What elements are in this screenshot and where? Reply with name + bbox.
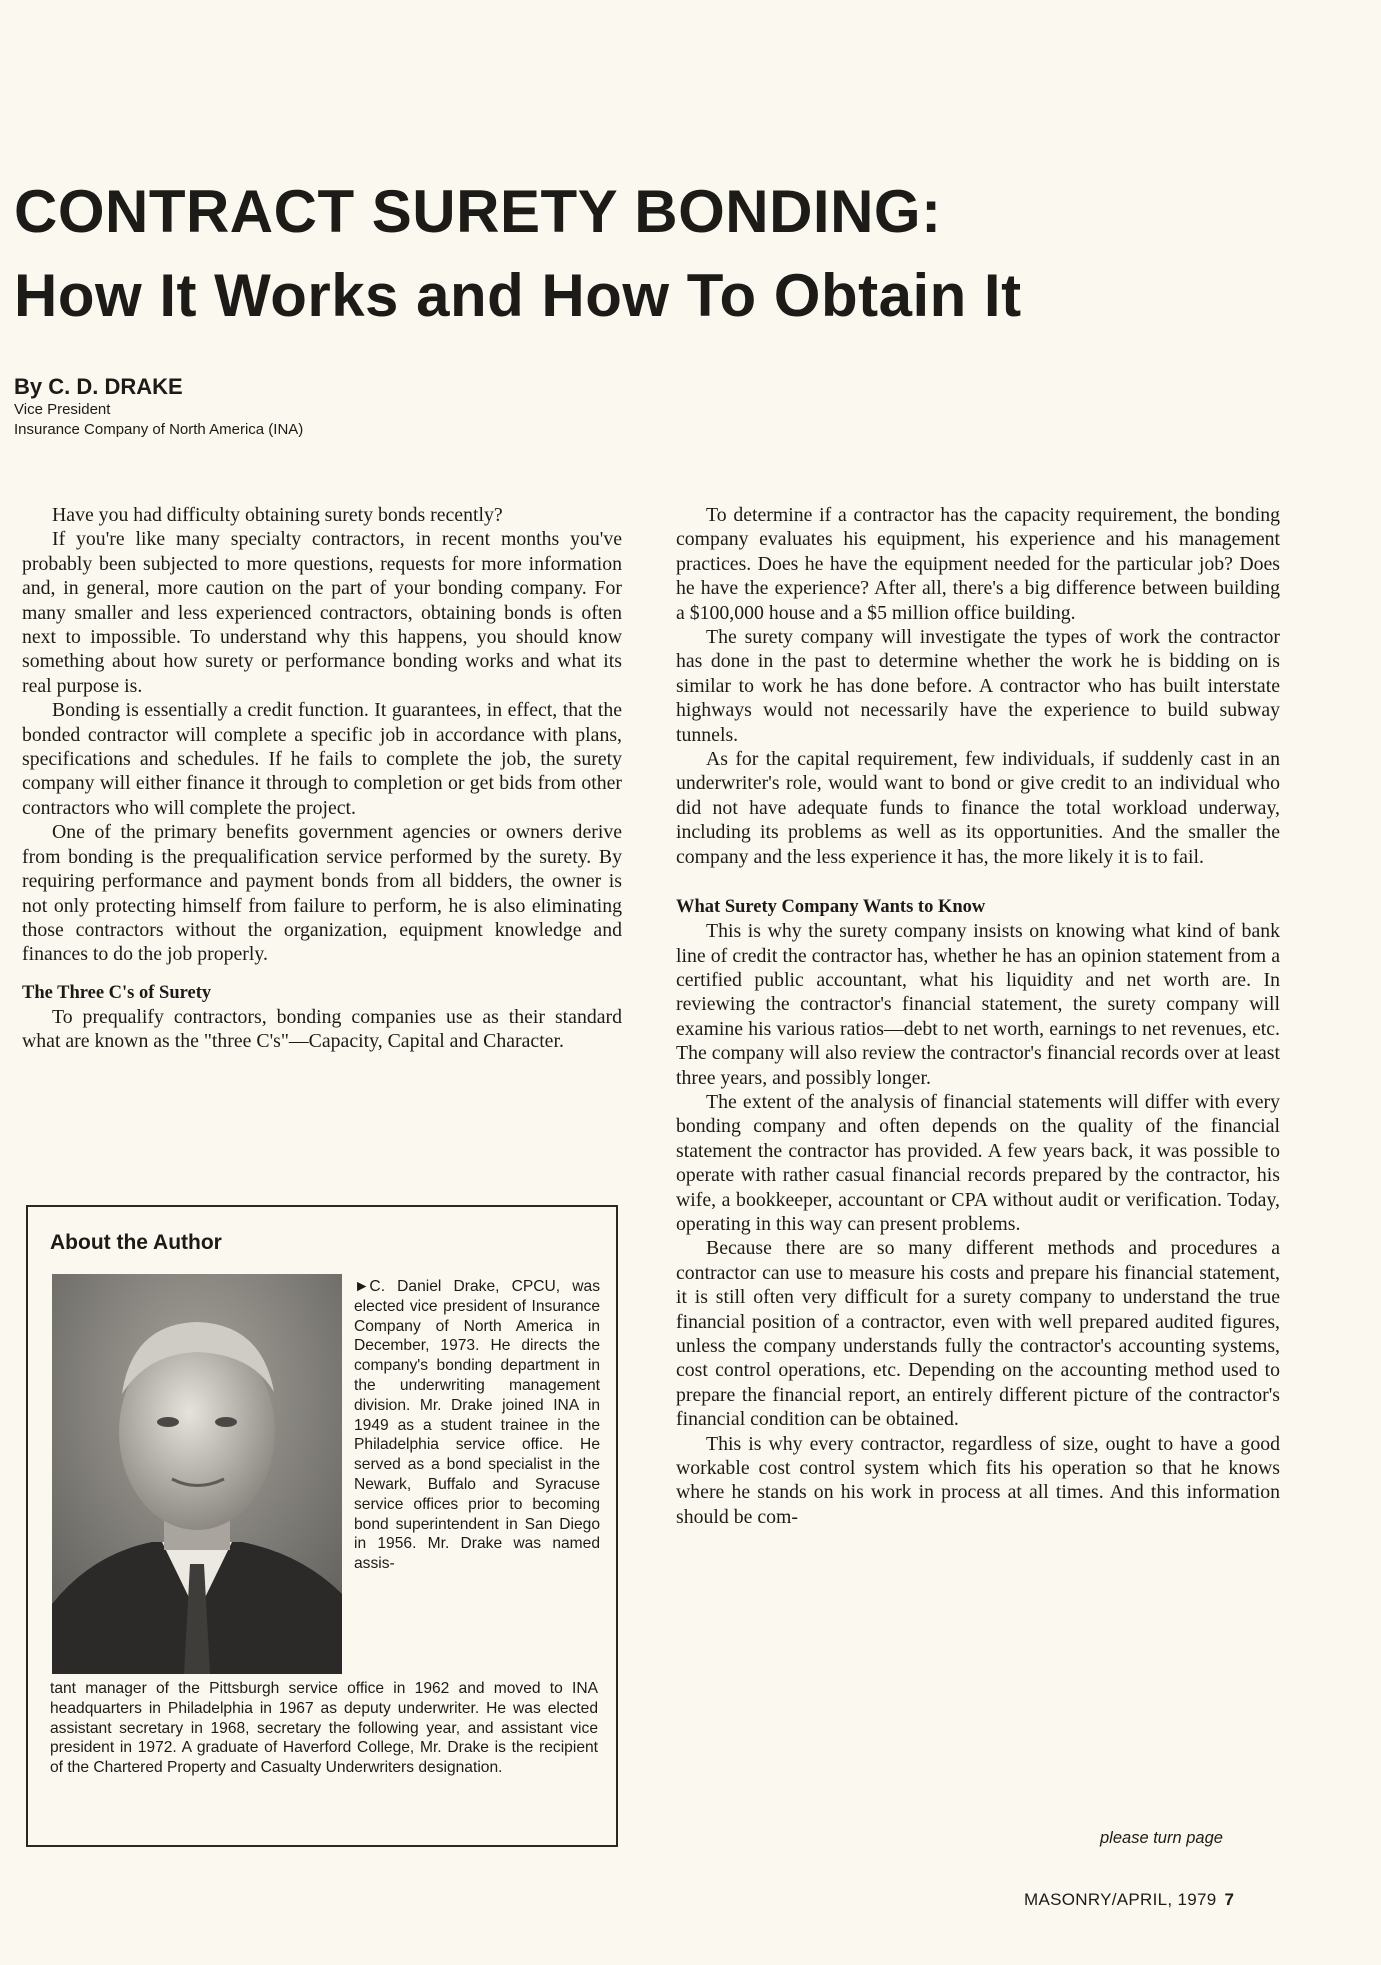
paragraph: The extent of the analysis of financial statements will differ with every bonding company and often depends on the quality of the financial statement the contractor has provided. A few years back, it was possible to operate with rather casual financial records prepared by the contractor, his wife, a bookkeeper, accountant or CPA without audit or verification. Today, operating in this way can present problems. <box>676 1090 1280 1235</box>
continued-notice: please turn page <box>1100 1829 1223 1847</box>
paragraph: Have you had difficulty obtaining surety bonds recently? <box>52 504 503 526</box>
paragraph: To prequalify contractors, bonding companies use as their standard what are known as the "three C's"—Capacity, Capital and Character. <box>22 1005 622 1053</box>
paragraph: This is why every contractor, regardless of size, ought to have a good workable cost control system which fits his operation so that he knows where he stands on his work in process at all times. And this information should be com- <box>676 1432 1280 1528</box>
title-line-2: How It Works and How To Obtain It <box>14 262 1022 329</box>
right-column <box>676 503 1280 1529</box>
paragraph: Because there are so many different methods and procedures a contractor can use to measure his costs and prepare his financial statement, it is still often very difficult for a surety company to understand the true financial position of a contractor, even with well prepared audited figures, unless the company understands fully the contractor's accounting systems, cost control operations, etc. Depending on the accounting method used to prepare the financial report, an entirely different picture of the contractor's financial condition can be obtained. <box>676 1237 1280 1431</box>
section-heading: What Surety Company Wants to Know <box>676 897 986 918</box>
paragraph: Bonding is essentially a credit function. It guarantees, in effect, that the bonded contractor will complete a specific job in accordance with plans, specifications and schedules. If he fails to complete the job, the surety company will either finance it through to completion or get bids from other contractors who will complete the project. <box>22 699 622 819</box>
paragraph: As for the capital requirement, few individuals, if suddenly cast in an underwriter's role, would want to bond or give credit to an individual who did not have adequate funds to finance the total workload underway, including its problems as well as its opportunities. And the smaller the company and the less experience it has, the more likely it is to fail. <box>676 748 1280 868</box>
byline <box>14 374 303 440</box>
title-line-1: CONTRACT SURETY BONDING: <box>14 178 942 245</box>
paragraph: One of the primary benefits government agencies or owners derive from bonding is the prequalification service performed by the surety. By requiring performance and payment bonds from all bidders, the owner is not only protecting himself from failure to perform, he is also eliminating those contractors without the organization, equipment knowledge and finances to do the job properly. <box>22 821 622 966</box>
section-heading: The Three C's of Surety <box>22 982 212 1003</box>
article-title <box>14 170 1314 338</box>
page-number: 7 <box>1224 1890 1235 1909</box>
author-company: Insurance Company of North America (INA) <box>14 421 304 438</box>
author-bio-part1: ►C. Daniel Drake, CPCU, was elected vice president of Insurance Company of North America in December, 1973. He directs the company's bonding department in the underwriting management division. Mr. Drake joined INA in 1949 as a student trainee in the Philadelphia service office. He served as a bond specialist in the Newark, Buffalo and Syracuse service offices prior to becoming bond superintendent in San Diego in 1956. Mr. Drake was named assis- <box>354 1278 600 1573</box>
left-column <box>22 503 622 1054</box>
paragraph: The surety company will investigate the types of work the contractor has done in the past to determine whether the work he is bidding on is similar to work he has done before. A contractor who has built interstate highways would not necessarily have the experience to build subway tunnels. <box>676 626 1280 746</box>
paragraph: If you're like many specialty contractors, in recent months you've probably been subjected to more questions, requests for more information and, in general, more caution on the part of your bonding company. For many smaller and less experienced contractors, obtaining bonds is often next to impossible. To understand why this happens, you should know something about how surety or performance bonding works and what its real purpose is. <box>22 528 622 697</box>
author-title: Vice President <box>14 401 111 418</box>
publication-date: MASONRY/APRIL, 1979 <box>1024 1890 1217 1909</box>
page-footer <box>1024 1890 1234 1910</box>
paragraph: To determine if a contractor has the capacity requirement, the bonding company evaluates his equipment, his experience and his management practices. Does he have the equipment needed for the particular job? Does he have the experience? After all, there's a big difference between building a $100,000 house and a $5 million office building. <box>676 504 1280 624</box>
author-photo <box>52 1274 342 1674</box>
about-author-heading: About the Author <box>50 1231 222 1254</box>
author-portrait-image <box>52 1274 342 1674</box>
author-name: By C. D. DRAKE <box>14 374 183 399</box>
paragraph: This is why the surety company insists on knowing what kind of bank line of credit the contractor has, whether he has an opinion statement from a certified public accountant, what his liquidity and net worth are. In reviewing the contractor's financial statement, the surety company will examine his various ratios—debt to net worth, earnings to net revenues, etc. The company will also review the contractor's financial records over at least three years, and possibly longer. <box>676 920 1280 1089</box>
about-author-box <box>26 1205 618 1847</box>
author-bio-part2: tant manager of the Pittsburgh service office in 1962 and moved to INA headquarters in Philadelphia in 1967 as deputy underwriter. He was elected assistant secretary in 1968, secretary the following year, and assistant vice president in 1972. A graduate of Haverford College, Mr. Drake is the recipient of the Chartered Property and Casualty Underwriters designation. <box>50 1680 598 1777</box>
